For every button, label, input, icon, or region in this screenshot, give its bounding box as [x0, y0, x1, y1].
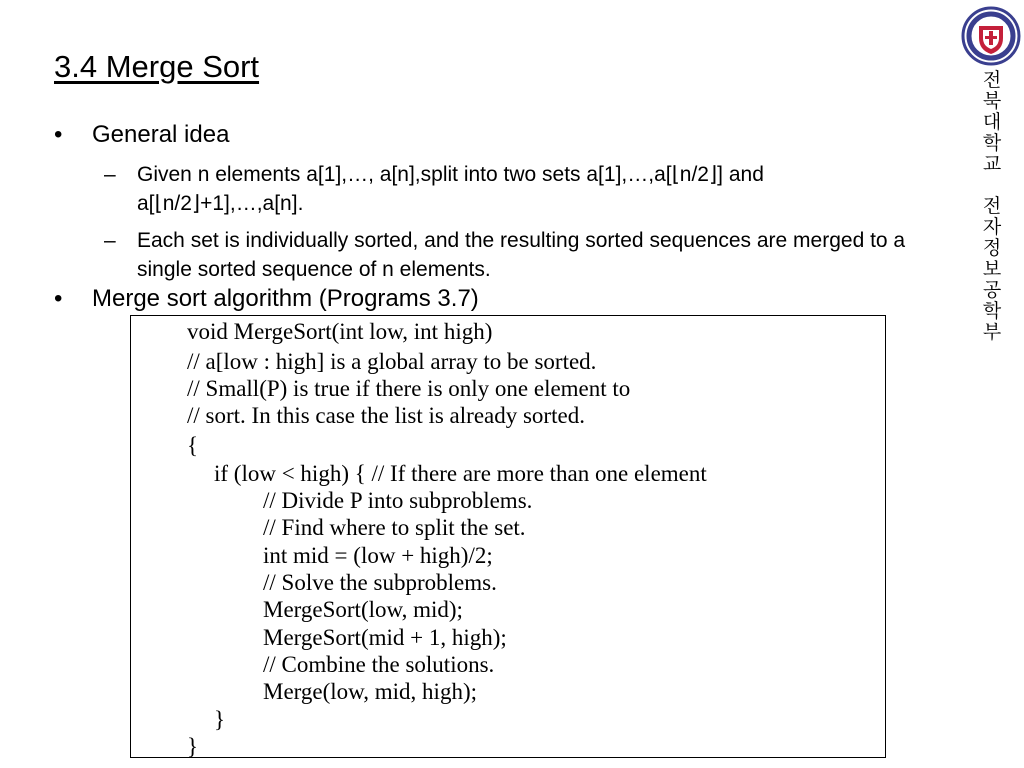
- department-char: 보: [982, 258, 1002, 280]
- slide-title: 3.4 Merge Sort: [54, 49, 260, 84]
- department-char: 부: [982, 321, 1002, 343]
- department-name-vertical: [978, 70, 1006, 343]
- code-line: {: [187, 433, 199, 458]
- department-char: 학: [982, 300, 1002, 322]
- department-char: 학: [982, 132, 1002, 154]
- department-char: 교: [982, 153, 1002, 175]
- code-line: // Combine the solutions.: [263, 652, 495, 677]
- code-line: // Divide P into subproblems.: [263, 488, 533, 513]
- department-char: [978, 175, 1006, 196]
- department-char: 대: [982, 111, 1002, 133]
- sub-bullet-text: Given n elements a[1],…, a[n],split into two sets a[1],…,a[⌊n/2⌋] and a[⌊n/2⌋+1],…,a[n].: [137, 163, 764, 215]
- department-char: 자: [982, 216, 1002, 238]
- code-line: }: [214, 707, 226, 732]
- bullet-text: General idea: [92, 121, 230, 148]
- sub-bullet-dash: –: [104, 163, 116, 186]
- code-line: MergeSort(mid + 1, high);: [263, 625, 507, 650]
- code-line: MergeSort(low, mid);: [263, 597, 463, 622]
- code-line: }: [187, 734, 199, 758]
- department-char: 전: [982, 69, 1002, 91]
- department-char: 정: [982, 237, 1002, 259]
- bullet-dot: •: [54, 285, 63, 312]
- code-line: int mid = (low + high)/2;: [263, 543, 493, 568]
- code-line: Merge(low, mid, high);: [263, 679, 477, 704]
- code-line: // Find where to split the set.: [263, 515, 526, 540]
- department-char: 전: [982, 195, 1002, 217]
- bullet-text: Merge sort algorithm (Programs 3.7): [92, 285, 479, 312]
- code-line: // Small(P) is true if there is only one element to: [187, 376, 631, 401]
- bullet-dot: •: [54, 121, 63, 148]
- sub-bullet-text: Each set is individually sorted, and the resulting sorted sequences are merged to a single sorted sequence of n elements.: [137, 229, 906, 281]
- university-seal-icon: [961, 6, 1021, 66]
- code-line: // a[low : high] is a global array to be sorted.: [187, 349, 597, 374]
- department-char: 공: [982, 279, 1002, 301]
- department-char: 북: [982, 90, 1002, 112]
- sub-bullet-dash: –: [104, 229, 116, 252]
- code-line: // sort. In this case the list is already sorted.: [187, 403, 585, 428]
- code-line: // Solve the subproblems.: [263, 570, 497, 595]
- code-box: [130, 315, 886, 758]
- code-line: void MergeSort(int low, int high): [187, 319, 493, 344]
- code-line: if (low < high) { // If there are more than one element: [214, 461, 707, 486]
